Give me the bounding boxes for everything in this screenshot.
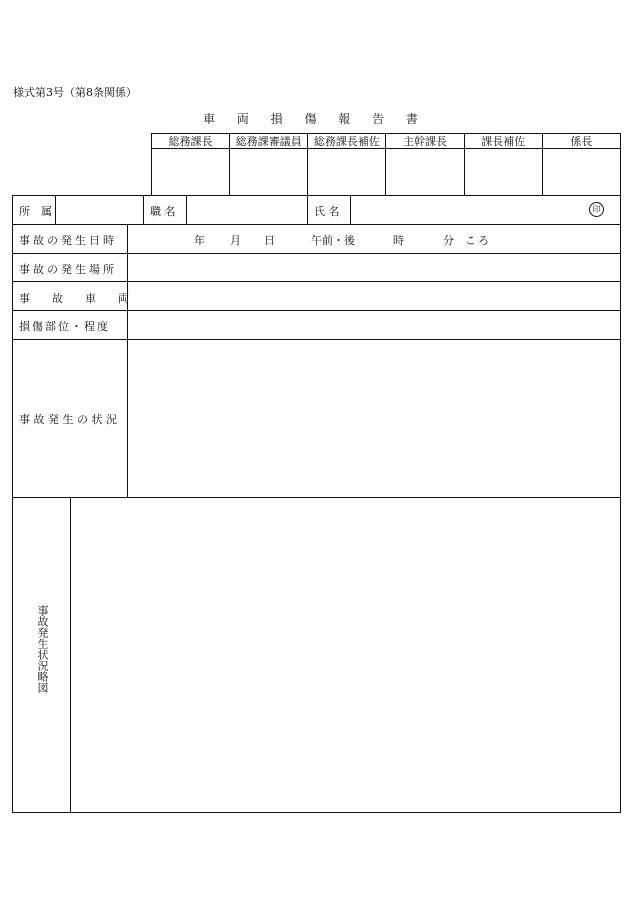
datetime-hour: 時 — [393, 234, 404, 247]
form-number-label: 様式第3号（第8条関係） — [13, 86, 137, 99]
approval-header-kacho-hosa: 課長補佐 — [464, 134, 542, 149]
col-divider — [143, 195, 144, 224]
approval-stamp-cell[interactable] — [542, 149, 620, 196]
place-input[interactable] — [129, 254, 619, 280]
seal-icon: 印 — [589, 202, 604, 217]
name-label: 氏 名 — [314, 205, 340, 218]
vehicle-label: 事 故 車 両 — [19, 292, 129, 305]
name-input[interactable] — [352, 196, 582, 223]
datetime-approx: ころ — [465, 234, 491, 247]
sketch-col-divider — [70, 497, 71, 813]
datetime-year: 年 — [194, 234, 205, 247]
affiliation-label: 所 属 — [19, 205, 52, 218]
vehicle-input[interactable] — [129, 282, 619, 309]
sketch-label: 事故発生状況略図 — [36, 605, 49, 693]
approval-header-shukan-kacho: 主幹課長 — [386, 134, 464, 149]
row-divider — [12, 224, 621, 225]
place-label: 事故の発生場所 — [19, 263, 117, 276]
approval-stamp-cell[interactable] — [308, 149, 386, 196]
document-title: 車 両 損 傷 報 告 書 — [203, 112, 427, 126]
datetime-label: 事故の発生日時 — [19, 234, 117, 247]
col-divider — [55, 195, 56, 224]
col-divider — [307, 195, 308, 224]
situation-input[interactable] — [129, 340, 619, 496]
datetime-minute: 分 — [443, 234, 454, 247]
position-label: 職 名 — [150, 205, 176, 218]
damage-label: 損傷部位・程度 — [19, 320, 110, 333]
position-input[interactable] — [188, 196, 305, 223]
approval-table — [151, 133, 621, 196]
damage-input[interactable] — [129, 311, 619, 338]
col-divider — [186, 195, 187, 224]
approval-header-somu-kacho-hosa: 総務課長補佐 — [308, 134, 386, 149]
datetime-month: 月 — [230, 234, 241, 247]
approval-stamp-cell[interactable] — [386, 149, 464, 196]
label-col-divider — [127, 224, 128, 497]
datetime-ampm: 午前・後 — [311, 234, 355, 247]
situation-label: 事 故 発 生 の 状 況 — [19, 413, 117, 426]
col-divider — [350, 195, 351, 224]
datetime-day: 日 — [264, 234, 275, 247]
approval-stamp-cell[interactable] — [464, 149, 542, 196]
approval-header-kakaricho: 係長 — [542, 134, 620, 149]
affiliation-input[interactable] — [57, 196, 141, 223]
approval-header-somu-kacho: 総務課長 — [152, 134, 230, 149]
sketch-area[interactable] — [72, 498, 619, 811]
approval-header-somu-shingiin: 総務課審議員 — [230, 134, 308, 149]
approval-stamp-cell[interactable] — [230, 149, 308, 196]
approval-stamp-cell[interactable] — [152, 149, 230, 196]
